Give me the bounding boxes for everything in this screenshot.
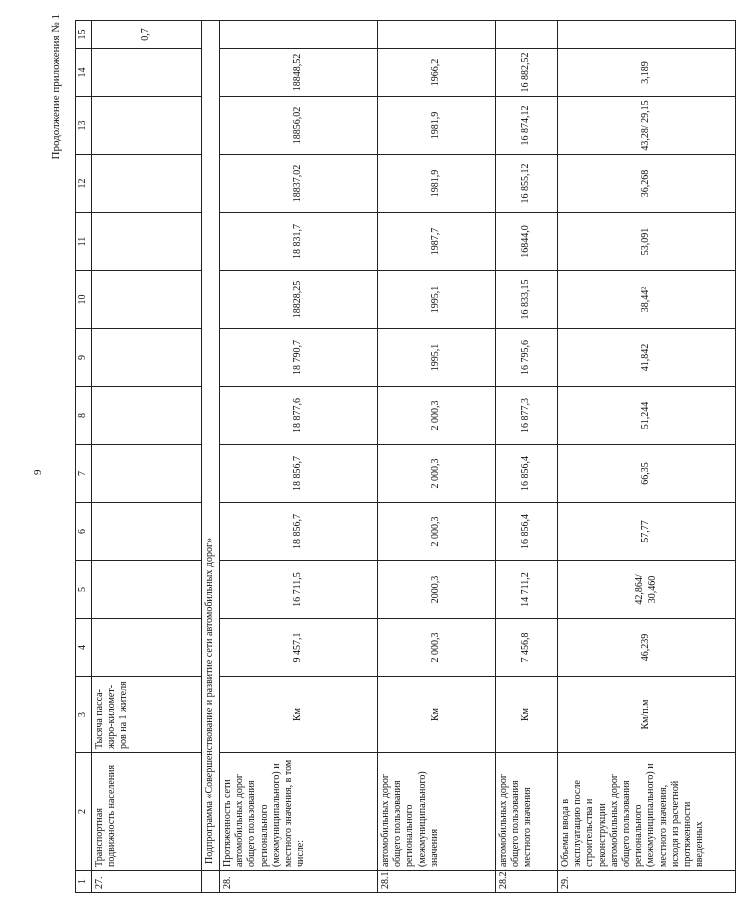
unit-cell: Тысяча пасса-жиро-километ-ров на 1 жителя: [92, 677, 202, 753]
col-header: 15: [76, 21, 92, 49]
col-header: 12: [76, 155, 92, 213]
value-cell: 2 000,3: [378, 619, 496, 677]
col-header: 2: [76, 753, 92, 871]
value-cell: 1995,1: [378, 329, 496, 387]
col-header: 6: [76, 503, 92, 561]
value-cell: 18 790,7: [220, 329, 378, 387]
value-cell: 3,189: [558, 49, 736, 97]
indicator-name: автомобильных дорог общего пользования регионального (межмуниципального) значения: [378, 753, 496, 871]
value-cell: 57,77: [558, 503, 736, 561]
col-header: 4: [76, 619, 92, 677]
table-row: [378, 21, 496, 893]
value-cell: 16 877,3: [496, 387, 558, 445]
value-cell: [92, 213, 202, 271]
value-cell: 18 856,7: [220, 503, 378, 561]
value-cell: 7 456,8: [496, 619, 558, 677]
value-cell: 53,091: [558, 213, 736, 271]
indicators-table: [75, 20, 736, 893]
unit-cell: Км: [220, 677, 378, 753]
value-cell: [92, 155, 202, 213]
table-row: [220, 21, 378, 893]
column-number-row: [76, 21, 92, 893]
value-cell: 2000,3: [378, 561, 496, 619]
col-header: 11: [76, 213, 92, 271]
page-number: 9: [32, 469, 44, 475]
indicator-name: Транспортная подвижность населения: [92, 753, 202, 871]
row-number: 28.2.: [496, 871, 558, 893]
col-header: 9: [76, 329, 92, 387]
value-cell: [378, 21, 496, 49]
col-header: 3: [76, 677, 92, 753]
value-cell: 38,44²: [558, 271, 736, 329]
value-cell: 18 877,6: [220, 387, 378, 445]
value-cell: [220, 21, 378, 49]
value-cell: 18 831,7: [220, 213, 378, 271]
value-cell: 1981,9: [378, 155, 496, 213]
row-number: 27.: [92, 871, 202, 893]
indicator-name: автомобильных дорог общего пользования местного значения: [496, 753, 558, 871]
value-cell: 16 874,12: [496, 97, 558, 155]
value-cell: 1995,1: [378, 271, 496, 329]
value-cell: 16 833,15: [496, 271, 558, 329]
value-cell: [92, 387, 202, 445]
value-cell: [92, 97, 202, 155]
col-header: 13: [76, 97, 92, 155]
row-number: 28.: [220, 871, 378, 893]
col-header: 8: [76, 387, 92, 445]
value-cell: 1987,7: [378, 213, 496, 271]
value-cell: [496, 21, 558, 49]
value-cell: 46,239: [558, 619, 736, 677]
value-cell: 16 711,5: [220, 561, 378, 619]
value-cell: 18848,52: [220, 49, 378, 97]
col-header: 5: [76, 561, 92, 619]
value-cell: 16 882,52: [496, 49, 558, 97]
value-cell: 2 000,3: [378, 387, 496, 445]
value-cell: 16 855,12: [496, 155, 558, 213]
row-number: 28.1.: [378, 871, 496, 893]
table-row: [558, 21, 736, 893]
value-cell: 42,864/ 30,460: [558, 561, 736, 619]
value-cell: 18856,02: [220, 97, 378, 155]
value-cell: [92, 503, 202, 561]
indicator-name: Объемы ввода в эксплуатацию после строительства и реконструкции автомобильных дорог общего пользования регионального (межмуниципального) и местного значения, исходя из расчетной протяженности введенных: [558, 753, 736, 871]
value-cell: 14 711,2: [496, 561, 558, 619]
table-row: [496, 21, 558, 893]
empty-cell: [202, 871, 220, 893]
value-cell: [92, 49, 202, 97]
value-cell: 2 000,3: [378, 503, 496, 561]
table-row: [92, 21, 202, 893]
value-cell: 18837,02: [220, 155, 378, 213]
value-cell: 51,244: [558, 387, 736, 445]
value-cell: 2 000,3: [378, 445, 496, 503]
value-cell: 9 457,1: [220, 619, 378, 677]
subprogram-row: [202, 21, 220, 893]
value-cell: 16 795,6: [496, 329, 558, 387]
value-cell: [92, 271, 202, 329]
value-cell: 41,842: [558, 329, 736, 387]
value-cell: [92, 561, 202, 619]
value-cell: [92, 445, 202, 503]
col-header: 10: [76, 271, 92, 329]
value-cell: [92, 329, 202, 387]
col-header: 1: [76, 871, 92, 893]
row-number: 29.: [558, 871, 736, 893]
unit-cell: Км/п.м: [558, 677, 736, 753]
value-cell: 16 856,4: [496, 445, 558, 503]
value-cell: 1966,2: [378, 49, 496, 97]
indicator-name: Протяженность сети автомобильных дорог общего пользования регионального (межмуниципального) и местного значения, в том числе:: [220, 753, 378, 871]
col-header: 14: [76, 49, 92, 97]
value-cell: 0,7: [92, 21, 202, 49]
value-cell: 18828,25: [220, 271, 378, 329]
unit-cell: Км: [496, 677, 558, 753]
value-cell: 66,35: [558, 445, 736, 503]
value-cell: 16844,0: [496, 213, 558, 271]
value-cell: 16 856,4: [496, 503, 558, 561]
unit-cell: Км: [378, 677, 496, 753]
col-header: 7: [76, 445, 92, 503]
value-cell: [92, 619, 202, 677]
value-cell: 18 856,7: [220, 445, 378, 503]
appendix-title: Продолжение приложения № 1: [50, 14, 62, 160]
subprogram-title: Подпрограмма «Совершенствование и развитие сети автомобильных дорог»: [202, 21, 220, 871]
value-cell: [558, 21, 736, 49]
value-cell: 36,268: [558, 155, 736, 213]
value-cell: 1981,9: [378, 97, 496, 155]
value-cell: 43,28/ 29,15: [558, 97, 736, 155]
